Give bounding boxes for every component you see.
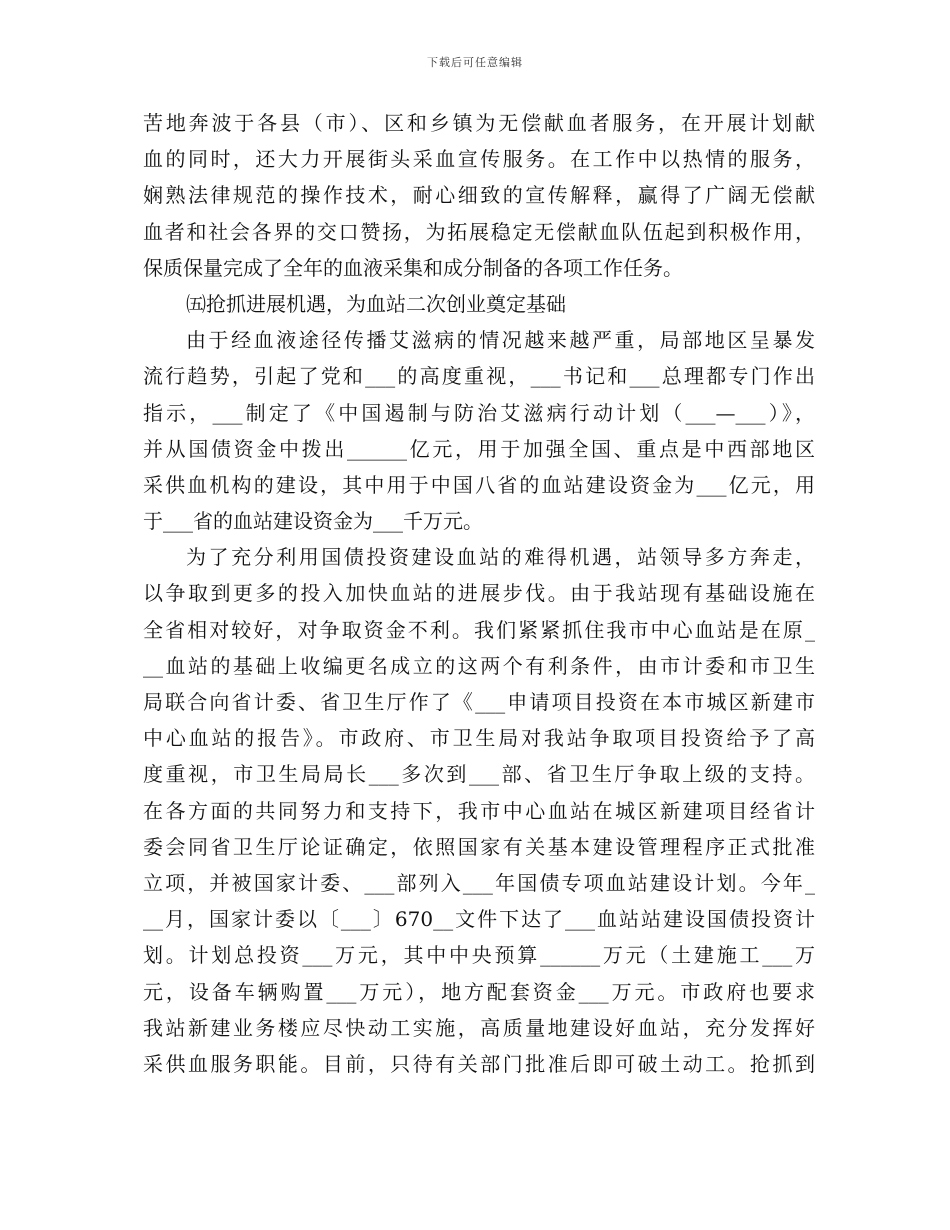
text-line: 元，设备车辆购置___万元），地方配套资金___万元。市政府也要求: [143, 979, 815, 1004]
text-line: 委会同省卫生厅论证确定，依照国家有关基本建设管理程序正式批准: [143, 834, 815, 859]
text-line: 为了充分利用国债投资建设血站的难得机遇，站领导多方奔走，: [186, 545, 815, 570]
text-line: 娴熟法律规范的操作技术，耐心细致的宣传解释，赢得了广阔无偿献: [143, 183, 815, 208]
text-line: 局联合向省计委、省卫生厅作了《___申请项目投资在本市城区新建市: [143, 690, 815, 714]
text-line: 我站新建业务楼应尽快动工实施，高质量地建设好血站，充分发挥好: [143, 1015, 815, 1040]
text-line: 全省相对较好，对争取资金不利。我们紧紧抓住我市中心血站是在原_: [143, 617, 815, 642]
text-line: 以争取到更多的投入加快血站的进展步伐。由于我站现有基础设施在: [143, 581, 815, 606]
text-line: 血者和社会各界的交口赞扬，为拓展稳定无偿献血队伍起到积极作用，: [143, 219, 815, 244]
text-line: 指示，___制定了《中国遏制与防治艾滋病行动计划（___—___）》，: [143, 400, 815, 425]
text-line: 保质保量完成了全年的血液采集和成分制备的各项工作任务。: [143, 255, 683, 280]
document-body: [143, 105, 815, 1082]
text-line: 流行趋势，引起了党和___的高度重视，___书记和___总理都专门作出: [143, 364, 815, 389]
text-line: 苦地奔波于各县（市）、区和乡镇为无偿献血者服务，在开展计划献: [143, 111, 815, 135]
text-line: __月，国家计委以〔___〕670__文件下达了___血站站建设国债投资计: [143, 907, 815, 932]
text-line: 采供血服务职能。目前，只待有关部门批准后即可破土动工。抢抓到: [143, 1051, 815, 1076]
section-heading: ㈤抢抓进展机遇，为血站二次创业奠定基础: [186, 291, 566, 316]
text-line: 立项，并被国家计委、___部列入___年国债专项血站建设计划。今年_: [143, 870, 815, 895]
text-line: 血的同时，还大力开展街头采血宣传服务。在工作中以热情的服务，: [143, 147, 815, 172]
text-line: 采供血机构的建设，其中用于中国八省的血站建设资金为___亿元，用: [143, 472, 815, 497]
page-header: 下载后可任意编辑: [427, 56, 523, 69]
text-line: 并从国债资金中拨出______亿元，用于加强全国、重点是中西部地区: [143, 436, 815, 461]
text-line: 划。计划总投资___万元，其中中央预算______万元（土建施工___万: [143, 943, 815, 968]
text-line: 中心血站的报告》。市政府、市卫生局对我站争取项目投资给予了高: [143, 726, 815, 751]
text-line: 度重视，市卫生局局长___多次到___部、省卫生厅争取上级的支持。: [143, 762, 815, 787]
text-line: __血站的基础上收编更名成立的这两个有利条件，由市计委和市卫生: [143, 653, 815, 678]
text-line: 由于经血液途径传播艾滋病的情况越来越严重，局部地区呈暴发: [186, 328, 815, 353]
text-line: 在各方面的共同努力和支持下，我市中心血站在城区新建项目经省计: [143, 798, 815, 823]
text-line: 于___省的血站建设资金为___千万元。: [143, 509, 483, 534]
